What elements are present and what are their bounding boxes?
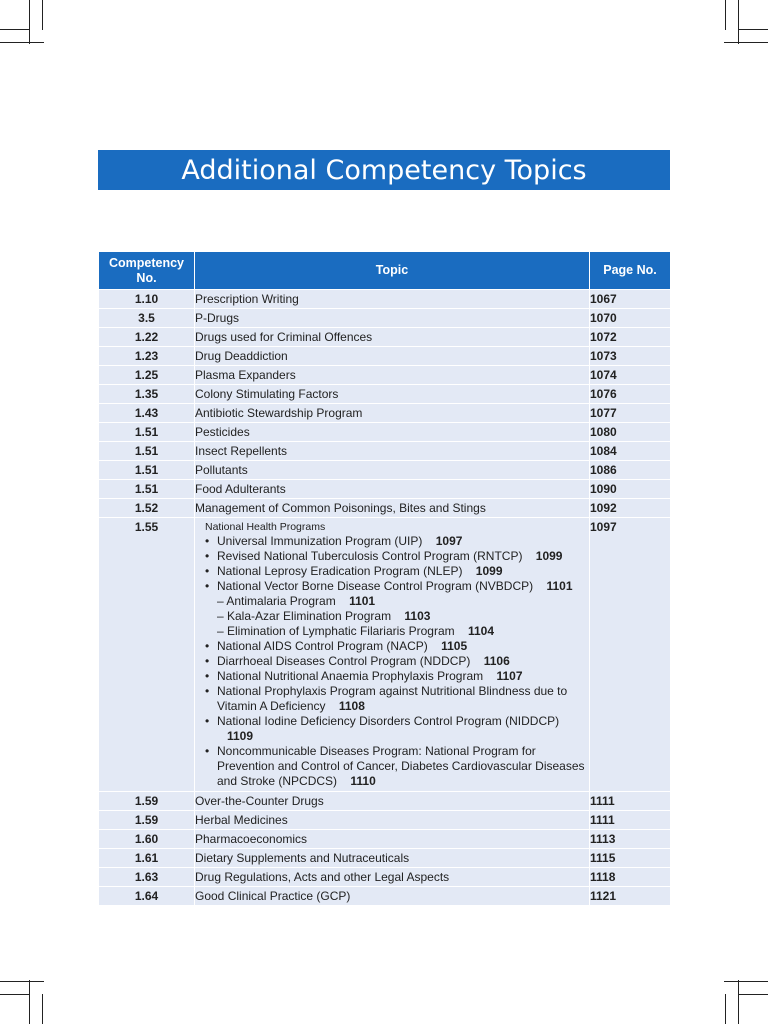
program-item (205, 714, 589, 744)
table-row (99, 811, 671, 830)
program-item (205, 564, 589, 579)
topic-cell: Drug Deaddiction (195, 347, 590, 366)
topic-cell (195, 518, 590, 792)
page-no-cell: 1115 (590, 849, 671, 868)
program-name: National Iodine Deficiency Disorders Control Program (NIDDCP) (217, 714, 560, 728)
table-row (99, 830, 671, 849)
crop-mark (0, 994, 30, 995)
crop-mark (0, 29, 30, 30)
program-item (205, 609, 589, 624)
program-page: 1103 (404, 609, 431, 623)
competency-no-cell: 1.55 (99, 518, 195, 792)
program-name: National AIDS Control Program (NACP) (217, 639, 428, 653)
crop-mark (738, 0, 739, 44)
page-no-cell: 1072 (590, 328, 671, 347)
crop-mark (724, 42, 768, 43)
crop-mark (0, 981, 44, 982)
program-item (205, 639, 589, 654)
page-no-cell: 1121 (590, 887, 671, 906)
crop-mark (738, 980, 739, 1024)
topic-cell: Herbal Medicines (195, 811, 590, 830)
crop-mark (724, 981, 768, 982)
table-row (99, 792, 671, 811)
program-page: 1104 (467, 624, 495, 638)
competency-no-cell: 1.10 (99, 290, 195, 309)
header-page-no: Page No. (590, 252, 671, 290)
table-body (99, 290, 671, 906)
table-header-row (99, 252, 671, 290)
topic-cell: Over-the-Counter Drugs (195, 792, 590, 811)
crop-mark (725, 994, 726, 1024)
table-row (99, 423, 671, 442)
competency-no-cell: 1.52 (99, 499, 195, 518)
topic-cell: Good Clinical Practice (GCP) (195, 887, 590, 906)
program-name: Universal Immunization Program (UIP) (217, 534, 423, 548)
topic-cell: Insect Repellents (195, 442, 590, 461)
program-name: National Vector Borne Disease Control Program (NVBDCP) (217, 579, 534, 593)
program-name: – Elimination of Lymphatic Filariaris Program (217, 624, 455, 638)
program-name: – Kala-Azar Elimination Program (217, 609, 392, 623)
competency-no-cell: 1.59 (99, 811, 195, 830)
competency-no-cell: 1.43 (99, 404, 195, 423)
program-list (205, 534, 589, 789)
topic-cell: Pollutants (195, 461, 590, 480)
page-no-cell: 1097 (590, 518, 671, 792)
topic-cell: Drug Regulations, Acts and other Legal Aspects (195, 868, 590, 887)
competency-table (98, 251, 671, 906)
topic-cell: Dietary Supplements and Nutraceuticals (195, 849, 590, 868)
program-name: National Prophylaxis Program against Nutritional Blindness due to Vitamin A Deficiency (217, 684, 568, 713)
competency-no-cell: 1.61 (99, 849, 195, 868)
program-item (205, 624, 589, 639)
topic-cell: Pharmacoeconomics (195, 830, 590, 849)
crop-mark (738, 29, 768, 30)
program-page: 1108 (338, 699, 365, 713)
page-no-cell: 1111 (590, 811, 671, 830)
competency-no-cell: 1.51 (99, 461, 195, 480)
competency-no-cell: 1.51 (99, 423, 195, 442)
competency-no-cell: 1.64 (99, 887, 195, 906)
competency-no-cell: 1.51 (99, 480, 195, 499)
program-item (205, 669, 589, 684)
program-name: Diarrhoeal Diseases Control Program (NDDCP) (217, 654, 471, 668)
table-row (99, 328, 671, 347)
topic-cell: Prescription Writing (195, 290, 590, 309)
program-item (205, 654, 589, 669)
competency-no-cell: 1.60 (99, 830, 195, 849)
page-no-cell: 1113 (590, 830, 671, 849)
program-name: National Nutritional Anaemia Prophylaxis Program (217, 669, 484, 683)
table-row (99, 480, 671, 499)
program-page: 1099 (475, 564, 503, 578)
crop-mark (738, 994, 768, 995)
page-no-cell: 1092 (590, 499, 671, 518)
program-item (205, 579, 589, 594)
page-no-cell: 1118 (590, 868, 671, 887)
crop-mark (29, 980, 30, 1024)
page-no-cell: 1111 (590, 792, 671, 811)
program-page: 1101 (349, 594, 376, 608)
program-page: 1106 (483, 654, 510, 668)
program-page: 1109 (227, 729, 254, 743)
competency-no-cell: 1.51 (99, 442, 195, 461)
topic-cell: Plasma Expanders (195, 366, 590, 385)
program-item (205, 744, 589, 789)
table-row (99, 461, 671, 480)
page-no-cell: 1080 (590, 423, 671, 442)
topic-cell: Pesticides (195, 423, 590, 442)
header-topic: Topic (195, 252, 590, 290)
table-row (99, 385, 671, 404)
program-name: National Leprosy Eradication Program (NLEP) (217, 564, 463, 578)
table-row (99, 849, 671, 868)
page-no-cell: 1090 (590, 480, 671, 499)
table-row (99, 366, 671, 385)
table-row (99, 404, 671, 423)
competency-no-cell: 3.5 (99, 309, 195, 328)
competency-no-cell: 1.22 (99, 328, 195, 347)
program-item (205, 534, 589, 549)
page-no-cell: 1076 (590, 385, 671, 404)
table-row (99, 499, 671, 518)
competency-no-cell: 1.25 (99, 366, 195, 385)
topic-cell: Food Adulterants (195, 480, 590, 499)
program-name: Revised National Tuberculosis Control Program (RNTCP) (217, 549, 523, 563)
crop-mark (29, 0, 30, 44)
crop-mark (725, 0, 726, 30)
table-row (99, 290, 671, 309)
competency-no-cell: 1.59 (99, 792, 195, 811)
program-name: Noncommunicable Diseases Program: National Program for Prevention and Control of Cancer, Diabetes Cardiovascular Diseases and Stroke (NPCDCS) (217, 744, 585, 788)
header-competency-no: Competency No. (99, 252, 195, 290)
topic-cell: P-Drugs (195, 309, 590, 328)
page-title: Additional Competency Topics (98, 150, 670, 190)
page-no-cell: 1086 (590, 461, 671, 480)
page-no-cell: 1070 (590, 309, 671, 328)
program-page: 1107 (496, 669, 523, 683)
page-no-cell: 1074 (590, 366, 671, 385)
competency-no-cell: 1.63 (99, 868, 195, 887)
program-item (205, 594, 589, 609)
topic-cell: Management of Common Poisonings, Bites and Stings (195, 499, 590, 518)
program-name: – Antimalaria Program (217, 594, 336, 608)
program-page: 1099 (535, 549, 563, 563)
competency-no-cell: 1.35 (99, 385, 195, 404)
program-page: 1105 (441, 639, 468, 653)
table-row (99, 868, 671, 887)
table-row-national-health-programs (99, 518, 671, 792)
crop-mark (0, 42, 44, 43)
page-no-cell: 1084 (590, 442, 671, 461)
topic-cell: Antibiotic Stewardship Program (195, 404, 590, 423)
table-row (99, 442, 671, 461)
page-no-cell: 1073 (590, 347, 671, 366)
topic-cell: Colony Stimulating Factors (195, 385, 590, 404)
program-page: 1101 (546, 579, 573, 593)
crop-mark (42, 0, 43, 30)
program-item (205, 549, 589, 564)
competency-no-cell: 1.23 (99, 347, 195, 366)
table-row (99, 309, 671, 328)
program-item (205, 684, 589, 714)
programs-heading: National Health Programs (205, 521, 326, 533)
table-row (99, 347, 671, 366)
crop-mark (42, 994, 43, 1024)
program-page: 1110 (350, 774, 376, 788)
page-no-cell: 1067 (590, 290, 671, 309)
program-page: 1097 (435, 534, 463, 548)
table-row (99, 887, 671, 906)
topic-cell: Drugs used for Criminal Offences (195, 328, 590, 347)
page-no-cell: 1077 (590, 404, 671, 423)
